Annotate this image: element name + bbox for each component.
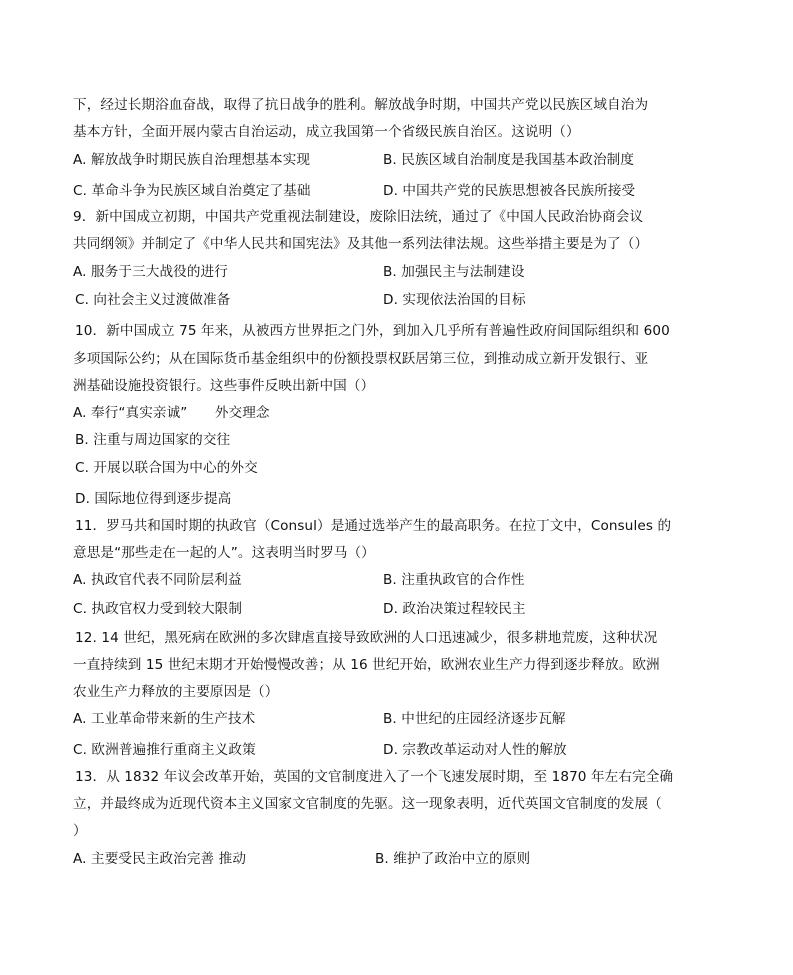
q8-option-b: B. 民族区域自治制度是我国基本政治制度 <box>383 152 635 168</box>
q10-stem-line-3: 洲基础设施投资银行。这些事件反映出新中国（） <box>73 378 375 394</box>
q13-stem-line-3: ） <box>73 823 87 839</box>
q9-option-c: C. 向社会主义过渡做准备 <box>75 292 231 308</box>
q11-option-c: C. 执政官权力受到较大限制 <box>73 601 243 617</box>
q10-option-b: B. 注重与周边国家的交往 <box>75 432 231 448</box>
q10-option-d: D. 国际地位得到逐步提高 <box>75 491 232 507</box>
q10-option-c: C. 开展以联合国为中心的外交 <box>75 460 258 476</box>
q12-option-a: A. 工业革命带来新的生产技术 <box>73 711 256 727</box>
q12-stem-line-3: 农业生产力释放的主要原因是（） <box>73 684 279 700</box>
q10-stem-line-1: 10．新中国成立 75 年来，从被西方世界拒之门外，到加入几乎所有普遍性政府间国际组织和 600 <box>75 323 670 339</box>
q9-stem-line-2: 共同纲领》并制定了《中华人民共和国宪法》及其他一系列法律法规。这些举措主要是为了（） <box>73 236 649 252</box>
q13-stem-line-1: 13．从 1832 年议会改革开始，英国的文官制度进入了一个飞速发展时期，至 1870 年左右完全确 <box>75 769 674 785</box>
q13-option-a: A. 主要受民主政治完善 推动 <box>73 851 247 867</box>
q10-stem-line-2: 多项国际公约；从在国际货币基金组织中的份额投票权跃居第三位，到推动成立新开发银行、亚 <box>73 351 649 367</box>
q12-option-c: C. 欧洲普遍推行重商主义政策 <box>73 742 256 758</box>
q12-option-b: B. 中世纪的庄园经济逐步瓦解 <box>383 711 566 727</box>
q8-option-d: D. 中国共产党的民族思想被各民族所接受 <box>383 183 636 199</box>
q8-stem-line-2: 基本方针，全面开展内蒙古自治运动，成立我国第一个省级民族自治区。这说明（） <box>73 124 580 140</box>
q9-option-d: D. 实现依法治国的目标 <box>383 292 526 308</box>
q13-stem-line-2: 立，并最终成为近现代资本主义国家文官制度的先驱。这一现象表明，近代英国文官制度的发展（ <box>73 796 662 812</box>
q9-stem-line-1: 9．新中国成立初期，中国共产党重视法制建设，废除旧法统，通过了《中国人民政治协商会议 <box>73 209 644 225</box>
q8-stem-line-1: 下，经过长期浴血奋战，取得了抗日战争的胜利。解放战争时期，中国共产党以民族区域自治为 <box>73 97 649 113</box>
q11-stem-line-1: 11．罗马共和国时期的执政官（Consul）是通过选举产生的最高职务。在拉丁文中，Consules 的 <box>75 518 672 534</box>
q12-stem-line-2: 一直持续到 15 世纪末期才开始慢慢改善；从 16 世纪开始，欧洲农业生产力得到逐步释放。欧洲 <box>73 657 660 673</box>
q8-option-c: C. 革命斗争为民族区域自治奠定了基础 <box>73 183 311 199</box>
q10-option-a: A. 奉行“真实亲诚” 外交理念 <box>73 405 270 421</box>
q11-option-d: D. 政治决策过程较民主 <box>383 601 526 617</box>
q11-option-a: A. 执政官代表不同阶层利益 <box>73 572 242 588</box>
q8-option-a: A. 解放战争时期民族自治理想基本实现 <box>73 152 311 168</box>
q12-stem-line-1: 12. 14 世纪，黑死病在欧洲的多次肆虐直接导致欧洲的人口迅速减少，很多耕地荒废，这种状况 <box>75 630 658 646</box>
q9-option-b: B. 加强民主与法制建设 <box>383 264 525 280</box>
q11-stem-line-2: 意思是“那些走在一起的人”。这表明当时罗马（） <box>73 545 375 561</box>
q13-option-b: B. 维护了政治中立的原则 <box>375 851 531 867</box>
q12-option-d: D. 宗教改革运动对人性的解放 <box>383 742 567 758</box>
q9-option-a: A. 服务于三大战役的进行 <box>73 264 228 280</box>
q11-option-b: B. 注重执政官的合作性 <box>383 572 525 588</box>
